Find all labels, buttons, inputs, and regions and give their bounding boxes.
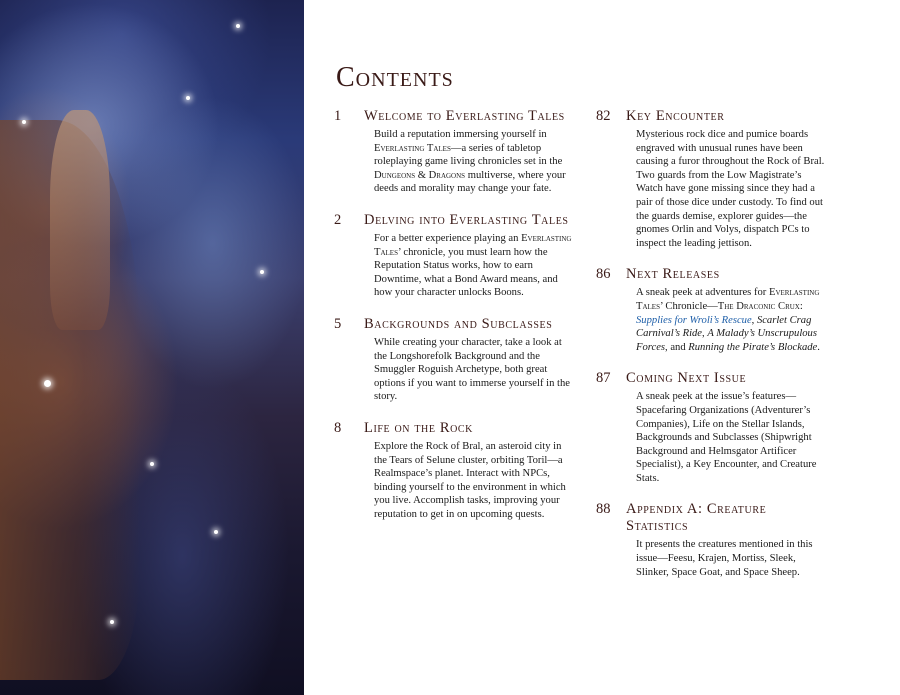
toc-heading[interactable]: Delving into Everlasting Tales (364, 211, 569, 228)
toc-entry[interactable] (596, 108, 828, 250)
toc-heading[interactable]: Key Encounter (626, 108, 725, 124)
toc-entry[interactable] (596, 266, 828, 354)
star (236, 24, 240, 28)
toc-entry[interactable] (334, 108, 574, 196)
contents-column-right (596, 108, 828, 595)
toc-page-number: 5 (334, 315, 342, 332)
toc-description: Explore the Rock of Bral, an asteroid city in the Tears of Selune cluster, orbiting Toril—a Realmspace’s planet. Interact with NPCs, binding yourself to the environment in which you live. Accomplish tasks, improving your reputation to get in on upcoming quests. (374, 440, 566, 520)
toc-heading[interactable]: Life on the Rock (364, 419, 473, 436)
toc-description: Build a reputation immersing yourself in Everlasting Tales—a series of tabletop roleplaying game living chronicles set in the Dungeons & Dragons multiverse, where your deeds and morality may change your fate. (374, 129, 566, 195)
star (22, 120, 26, 124)
toc-page-number: 82 (596, 108, 611, 124)
toc-description: It presents the creatures mentioned in this issue—Feesu, Krajen, Mortiss, Sleek, Slinker, Space Goat, and Space Sheep. (636, 539, 813, 578)
toc-description: While creating your character, take a look at the Longshorefolk Background and the Smuggler Roguish Archetype, both great options if you want to immerse yourself in the story. (374, 336, 570, 403)
toc-description: A sneak peek at the issue’s features—Spacefaring Organizations (Adventurer’s Companies), Life on the Stellar Islands, Backgrounds and Subclasses (Shipwright Background and Helmsgator Artificer Specialist), a Key Encounter, and Creature Stats. (636, 391, 817, 484)
toc-heading[interactable]: Appendix A: Creature Statistics (626, 501, 767, 535)
toc-entry[interactable] (334, 420, 574, 522)
toc-entry[interactable] (596, 370, 828, 485)
nebula-image (0, 0, 304, 695)
toc-page-number: 8 (334, 419, 342, 436)
star (44, 380, 51, 387)
star (260, 270, 264, 274)
toc-page-number: 86 (596, 266, 611, 283)
star (150, 462, 154, 466)
toc-entry[interactable] (334, 212, 574, 300)
toc-page-number: 88 (596, 501, 611, 518)
contents-column-left (334, 108, 574, 537)
toc-entry[interactable] (596, 501, 828, 579)
toc-page-number: 2 (334, 211, 342, 228)
star (110, 620, 114, 624)
toc-entry[interactable] (334, 316, 574, 404)
toc-description: Mysterious rock dice and pumice boards engraved with unusual runes have been causing a furor throughout the Rock of Bral. Two guards from the Low Magistrate’s Watch have gone missing since they had a pair of those dice under custody. To find out the guards demise, explorer guides—the gnomes Orlin and Volys, dispatch PCs to inspect the leading jettison. (636, 129, 825, 249)
toc-description: A sneak peek at adventures for Everlasting Tales’ Chronicle—The Draconic Crux: Supplies for Wroli’s Rescue, Scarlet Crag Carnival’s Ride, A Malady’s Unscrupulous Forces, and Running the Pirate’s Blockade. (636, 287, 820, 353)
page-title: Contents (336, 62, 454, 93)
contents-page (304, 0, 900, 695)
star (214, 530, 218, 534)
toc-heading[interactable]: Next Releases (626, 266, 720, 283)
toc-description: For a better experience playing an Everlasting Tales’ chronicle, you must learn how the Reputation Status works, how to earn Downtime, what a Bond Award means, and how your character unlocks Boons. (374, 232, 572, 299)
toc-heading[interactable]: Backgrounds and Subclasses (364, 315, 553, 332)
toc-heading[interactable]: Coming Next Issue (626, 370, 747, 387)
link-supplies-for-wrolis-rescue[interactable]: Supplies for Wroli’s Rescue (636, 314, 752, 326)
toc-page-number: 87 (596, 370, 611, 387)
toc-heading[interactable]: Welcome to Everlasting Tales (364, 108, 565, 124)
toc-page-number: 1 (334, 108, 342, 124)
star (186, 96, 190, 100)
nebula-pillar-peak (50, 110, 110, 330)
